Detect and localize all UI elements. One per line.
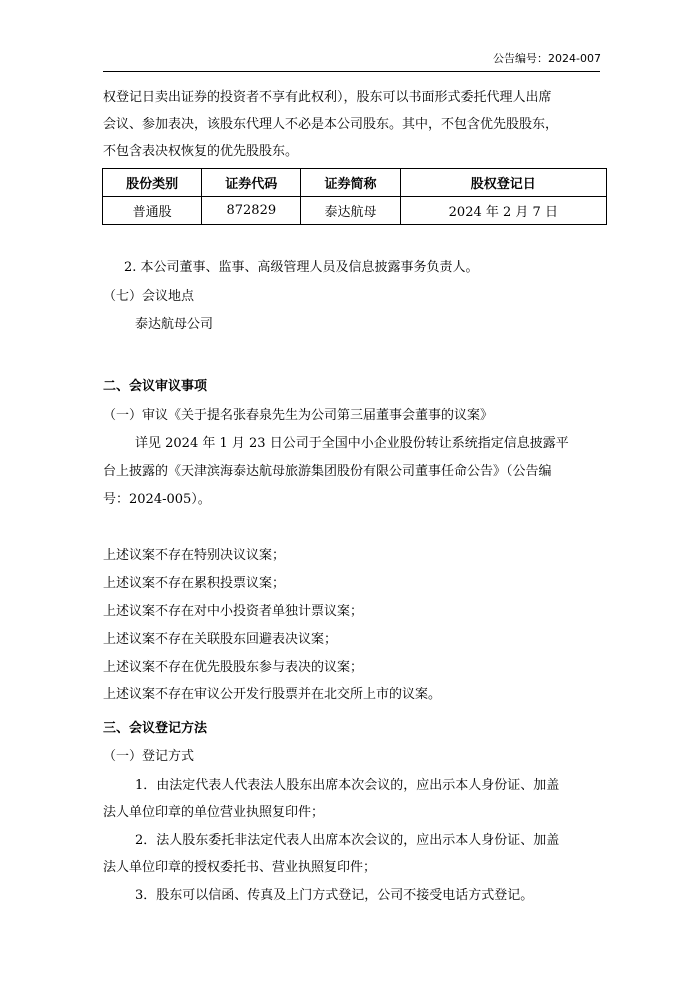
note-line: 上述议案不存在特别决议议案； [103,548,286,563]
table-header-cell: 股权登记日 [400,169,606,197]
subheading: （一）登记方式 [103,749,195,764]
detail-line: 详见 2024 年 1 月 23 日公司于全国中小企业股份转让系统指定信息披露平 [135,436,569,451]
location-value: 泰达航母公司 [135,317,214,332]
registration-item: 2．法人股东委托非法定代表人出席本次会议的，应出示本人身份证、加盖 [135,833,560,848]
registration-item: 法人单位印章的授权委托书、营业执照复印件； [103,860,377,875]
table-cell: 2024 年 2 月 7 日 [400,197,606,225]
table-cell: 泰达航母 [301,197,400,225]
registration-item: 3．股东可以信函、传真及上门方式登记，公司不接受电话方式登记。 [135,888,534,903]
detail-line: 号：2024-005）。 [103,492,211,507]
registration-item: 1．由法定代表人代表法人股东出席本次会议的，应出示本人身份证、加盖 [135,778,560,793]
note-line: 上述议案不存在审议公开发行股票并在北交所上市的议案。 [103,687,442,702]
agenda-item: （一）审议《关于提名张春泉先生为公司第三届董事会董事的议案》 [103,408,494,423]
note-line: 上述议案不存在累积投票议案； [103,576,286,591]
note-line: 上述议案不存在对中小投资者单独计票议案； [103,604,364,619]
table-row [103,197,607,225]
table-cell: 872829 [202,197,301,225]
table-header-cell: 股份类别 [103,169,202,197]
registration-table [102,168,607,225]
note-line: 上述议案不存在优先股股东参与表决的议案； [103,660,364,675]
intro-line: 权登记日卖出证券的投资者不享有此权利），股东可以书面形式委托代理人出席 [103,90,552,105]
detail-line: 台上披露的《天津滨海泰达航母旅游集团股份有限公司董事任命公告》（公告编 [103,464,552,479]
intro-line: 会议、参加表决，该股东代理人不必是本公司股东。其中，不包含优先股股东， [103,117,559,132]
table-header-row [103,169,607,197]
attendees-item: 2. 本公司董事、监事、高级管理人员及信息披露事务负责人。 [124,260,479,275]
section-heading: 三、会议登记方法 [103,721,208,736]
section-heading: 二、会议审议事项 [103,379,208,394]
header-rule [103,71,600,72]
intro-line: 不包含表决权恢复的优先股股东。 [103,144,299,159]
note-line: 上述议案不存在关联股东回避表决议案； [103,632,338,647]
announcement-number: 公告编号：2024-007 [493,52,601,65]
location-heading: （七）会议地点 [103,289,195,304]
table-header-cell: 证券简称 [301,169,400,197]
registration-item: 法人单位印章的单位营业执照复印件； [103,805,325,820]
table-header-cell: 证券代码 [202,169,301,197]
table-cell: 普通股 [103,197,202,225]
